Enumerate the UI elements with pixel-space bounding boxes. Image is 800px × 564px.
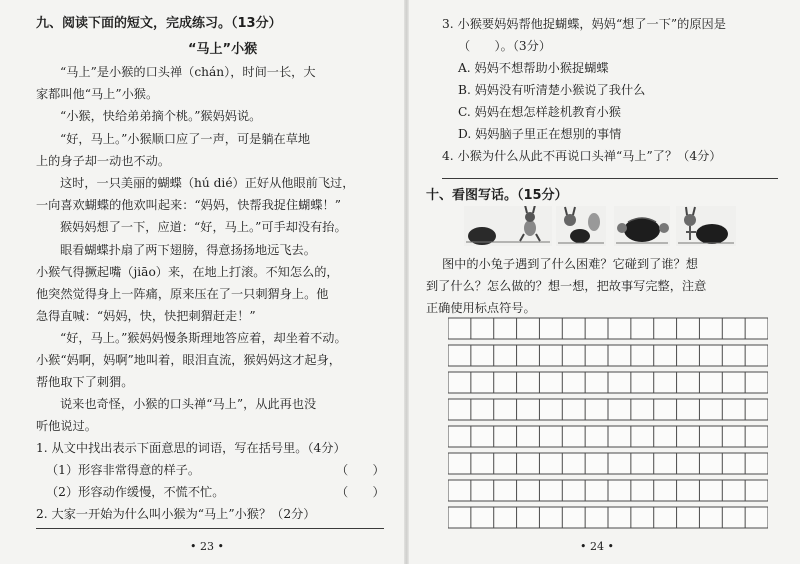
answer-blank[interactable]: （ ） xyxy=(336,463,385,477)
story-line: “好，马上。”猴妈妈慢条斯理地答应着，却坐着不动。 xyxy=(60,331,347,345)
story-line: “好，马上。”小猴顺口应了一声，可是躺在草地 xyxy=(60,132,311,146)
answer-line[interactable] xyxy=(36,528,384,529)
story-line: 家都叫他“马上”小猴。 xyxy=(36,87,159,101)
writing-grid[interactable] xyxy=(448,315,768,531)
answer-line[interactable] xyxy=(442,178,778,179)
right-page xyxy=(408,0,800,564)
story-line: 眼看蝴蝶扑扇了两下翅膀，得意扬扬地远飞去。 xyxy=(60,243,316,257)
question-1-item: （1）形容非常得意的样子。 xyxy=(46,463,201,477)
question-3-blank[interactable]: （ ）。（3分） xyxy=(458,39,552,53)
option-b[interactable]: B. 妈妈没有听清楚小猴说了我什么 xyxy=(458,83,646,97)
story-picture-3 xyxy=(614,206,670,246)
option-a[interactable]: A. 妈妈不想帮助小猴捉蝴蝶 xyxy=(458,61,609,75)
story-title: “马上”小猴 xyxy=(188,42,258,57)
story-line: 小猴气得撅起嘴（jiāo）来，在地上打滚。不知怎么的， xyxy=(36,265,339,279)
story-line: 急得直喊：“妈妈，快，快把刺猬赶走！” xyxy=(36,309,256,323)
story-line: “马上”是小猴的口头禅（chán），时间一长，大 xyxy=(60,65,316,79)
story-picture-4 xyxy=(676,206,736,246)
story-line: 他突然觉得身上一阵痛，原来压在了一只刺猬身上。他 xyxy=(36,287,329,301)
story-line: “小猴，快给弟弟摘个桃。”猴妈妈说。 xyxy=(60,109,262,123)
story-line: 小猴“妈啊，妈啊”地叫着，眼泪直流，猴妈妈这才起身， xyxy=(36,353,341,367)
story-line: 帮他取下了刺猬。 xyxy=(36,375,134,389)
page-number: • 23 • xyxy=(190,540,224,553)
question-1: 1. 从文中找出表示下面意思的词语，写在括号里。（4分） xyxy=(36,441,346,455)
writing-instruction: 图中的小兔子遇到了什么困难？它碰到了谁？想 xyxy=(442,257,698,271)
story-picture-1 xyxy=(464,206,552,246)
story-line: 这时，一只美丽的蝴蝶（hú dié）正好从他眼前飞过， xyxy=(60,176,355,190)
question-4: 4. 小猴为什么从此不再说口头禅“马上”了？（4分） xyxy=(442,149,722,163)
option-c[interactable]: C. 妈妈在想怎样趁机教育小猴 xyxy=(458,105,621,119)
answer-blank[interactable]: （ ） xyxy=(336,485,385,499)
writing-instruction: 到了什么？怎么做的？想一想，把故事写完整，注意 xyxy=(426,279,707,293)
story-picture-2 xyxy=(556,206,606,246)
section-nine-title: 九、阅读下面的短文，完成练习。（13分） xyxy=(36,16,282,31)
story-line: 一向喜欢蝴蝶的他欢叫起来：“妈妈，快帮我捉住蝴蝶！” xyxy=(36,198,341,212)
question-1-item: （2）形容动作缓慢，不慌不忙。 xyxy=(46,485,225,499)
story-line: 猴妈妈想了一下，应道：“好，马上。”可手却没有抬。 xyxy=(60,220,347,234)
option-d[interactable]: D. 妈妈脑子里正在想别的事情 xyxy=(458,127,622,141)
section-ten-title: 十、看图写话。（15分） xyxy=(426,188,568,203)
story-line: 上的身子却一动也不动。 xyxy=(36,154,171,168)
story-line: 说来也奇怪，小猴的口头禅“马上”，从此再也没 xyxy=(60,397,317,411)
story-line: 听他说过。 xyxy=(36,419,97,433)
question-3: 3. 小猴要妈妈帮他捉蝴蝶，妈妈“想了一下”的原因是 xyxy=(442,17,726,31)
page-number: • 24 • xyxy=(580,540,614,553)
writing-instruction: 正确使用标点符号。 xyxy=(426,301,536,315)
question-2: 2. 大家一开始为什么叫小猴为“马上”小猴？（2分） xyxy=(36,507,316,521)
